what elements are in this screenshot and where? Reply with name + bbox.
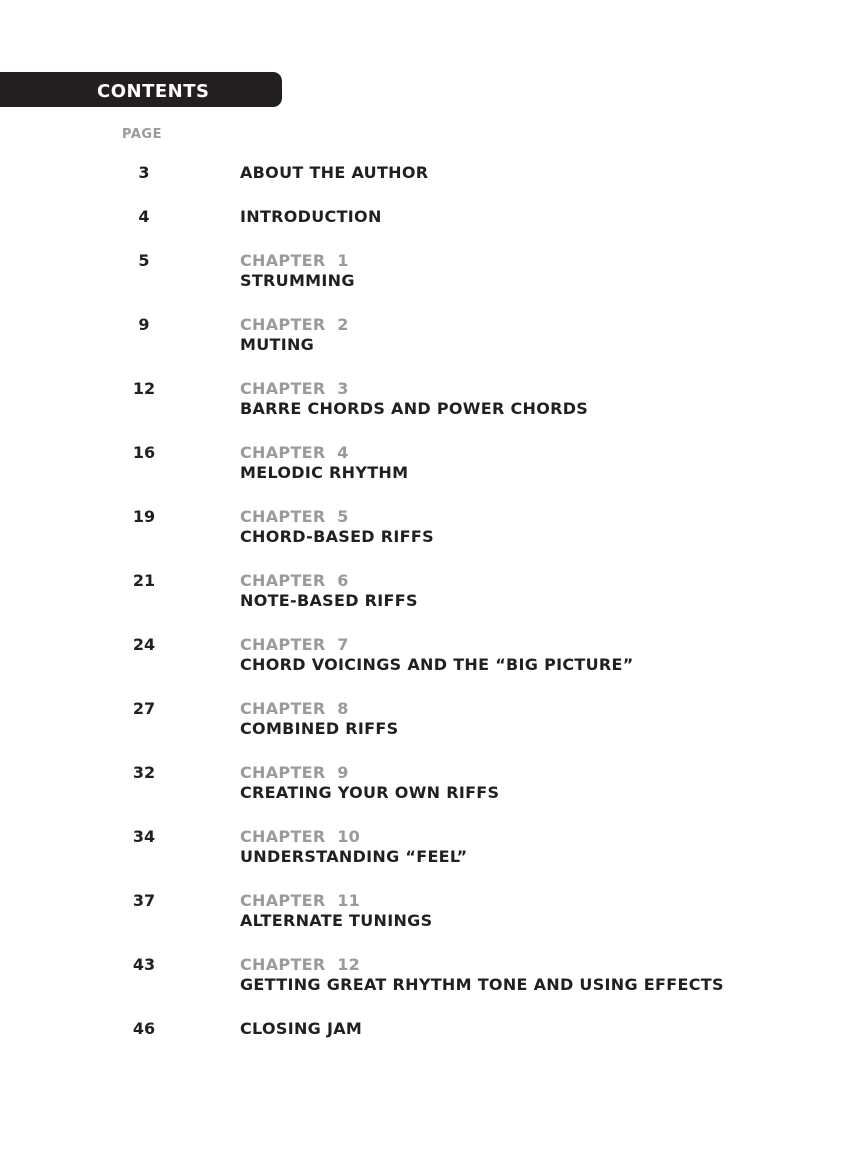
page-number: 37 [132, 891, 156, 910]
entry-title: ABOUT THE AUTHOR [240, 163, 429, 182]
page-number: 5 [138, 251, 150, 270]
chapter-label: CHAPTER 5 [240, 507, 349, 526]
entry-text [240, 955, 724, 995]
entry-title: MELODIC RHYTHM [240, 463, 409, 482]
entry-title: CHORD-BASED RIFFS [240, 527, 434, 546]
entry-text [240, 315, 349, 355]
entry-title: CREATING YOUR OWN RIFFS [240, 783, 500, 802]
page-number: 9 [138, 315, 150, 334]
entry-title: ALTERNATE TUNINGS [240, 911, 433, 930]
chapter-label: CHAPTER 12 [240, 955, 361, 974]
entry-title: MUTING [240, 335, 315, 354]
entry-title: NOTE-BASED RIFFS [240, 591, 418, 610]
page-number: 4 [138, 207, 150, 226]
chapter-label: CHAPTER 7 [240, 635, 349, 654]
entry-title: UNDERSTANDING “FEEL” [240, 847, 468, 866]
chapter-label: CHAPTER 3 [240, 379, 349, 398]
entry-text [240, 1019, 362, 1039]
chapter-label: CHAPTER 1 [240, 251, 349, 270]
entry-text [240, 251, 355, 291]
page-number: 46 [132, 1019, 156, 1038]
page-column-label: PAGE [122, 127, 162, 142]
page-title: contents [97, 74, 210, 104]
chapter-label: CHAPTER 10 [240, 827, 361, 846]
page-number: 27 [132, 699, 156, 718]
entry-text [240, 507, 434, 547]
page-number: 12 [132, 379, 156, 398]
page-number: 32 [132, 763, 156, 782]
chapter-label: CHAPTER 11 [240, 891, 361, 910]
entry-title: GETTING GREAT RHYTHM TONE AND USING EFFECTS [240, 975, 724, 994]
chapter-label: CHAPTER 8 [240, 699, 349, 718]
page-number: 34 [132, 827, 156, 846]
entry-title: CLOSING JAM [240, 1019, 363, 1038]
page-number: 24 [132, 635, 156, 654]
page-number: 19 [132, 507, 156, 526]
entry-title: CHORD VOICINGS AND THE “BIG PICTURE” [240, 655, 634, 674]
chapter-label: CHAPTER 2 [240, 315, 349, 334]
page-number: 43 [132, 955, 156, 974]
chapter-label: CHAPTER 6 [240, 571, 349, 590]
entry-text [240, 163, 428, 183]
entry-title: BARRE CHORDS AND POWER CHORDS [240, 399, 589, 418]
entry-text [240, 571, 418, 611]
page-number: 21 [132, 571, 156, 590]
entry-text [240, 443, 408, 483]
entry-title: INTRODUCTION [240, 207, 382, 226]
page-number: 16 [132, 443, 156, 462]
entry-text [240, 207, 382, 227]
entry-text [240, 379, 588, 419]
entry-title: STRUMMING [240, 271, 355, 290]
entry-text [240, 635, 634, 675]
entry-title: COMBINED RIFFS [240, 719, 399, 738]
entry-text [240, 699, 398, 739]
entry-text [240, 891, 432, 931]
page-number: 3 [138, 163, 150, 182]
chapter-label: CHAPTER 9 [240, 763, 349, 782]
entry-text [240, 827, 467, 867]
entry-text [240, 763, 499, 803]
chapter-label: CHAPTER 4 [240, 443, 349, 462]
